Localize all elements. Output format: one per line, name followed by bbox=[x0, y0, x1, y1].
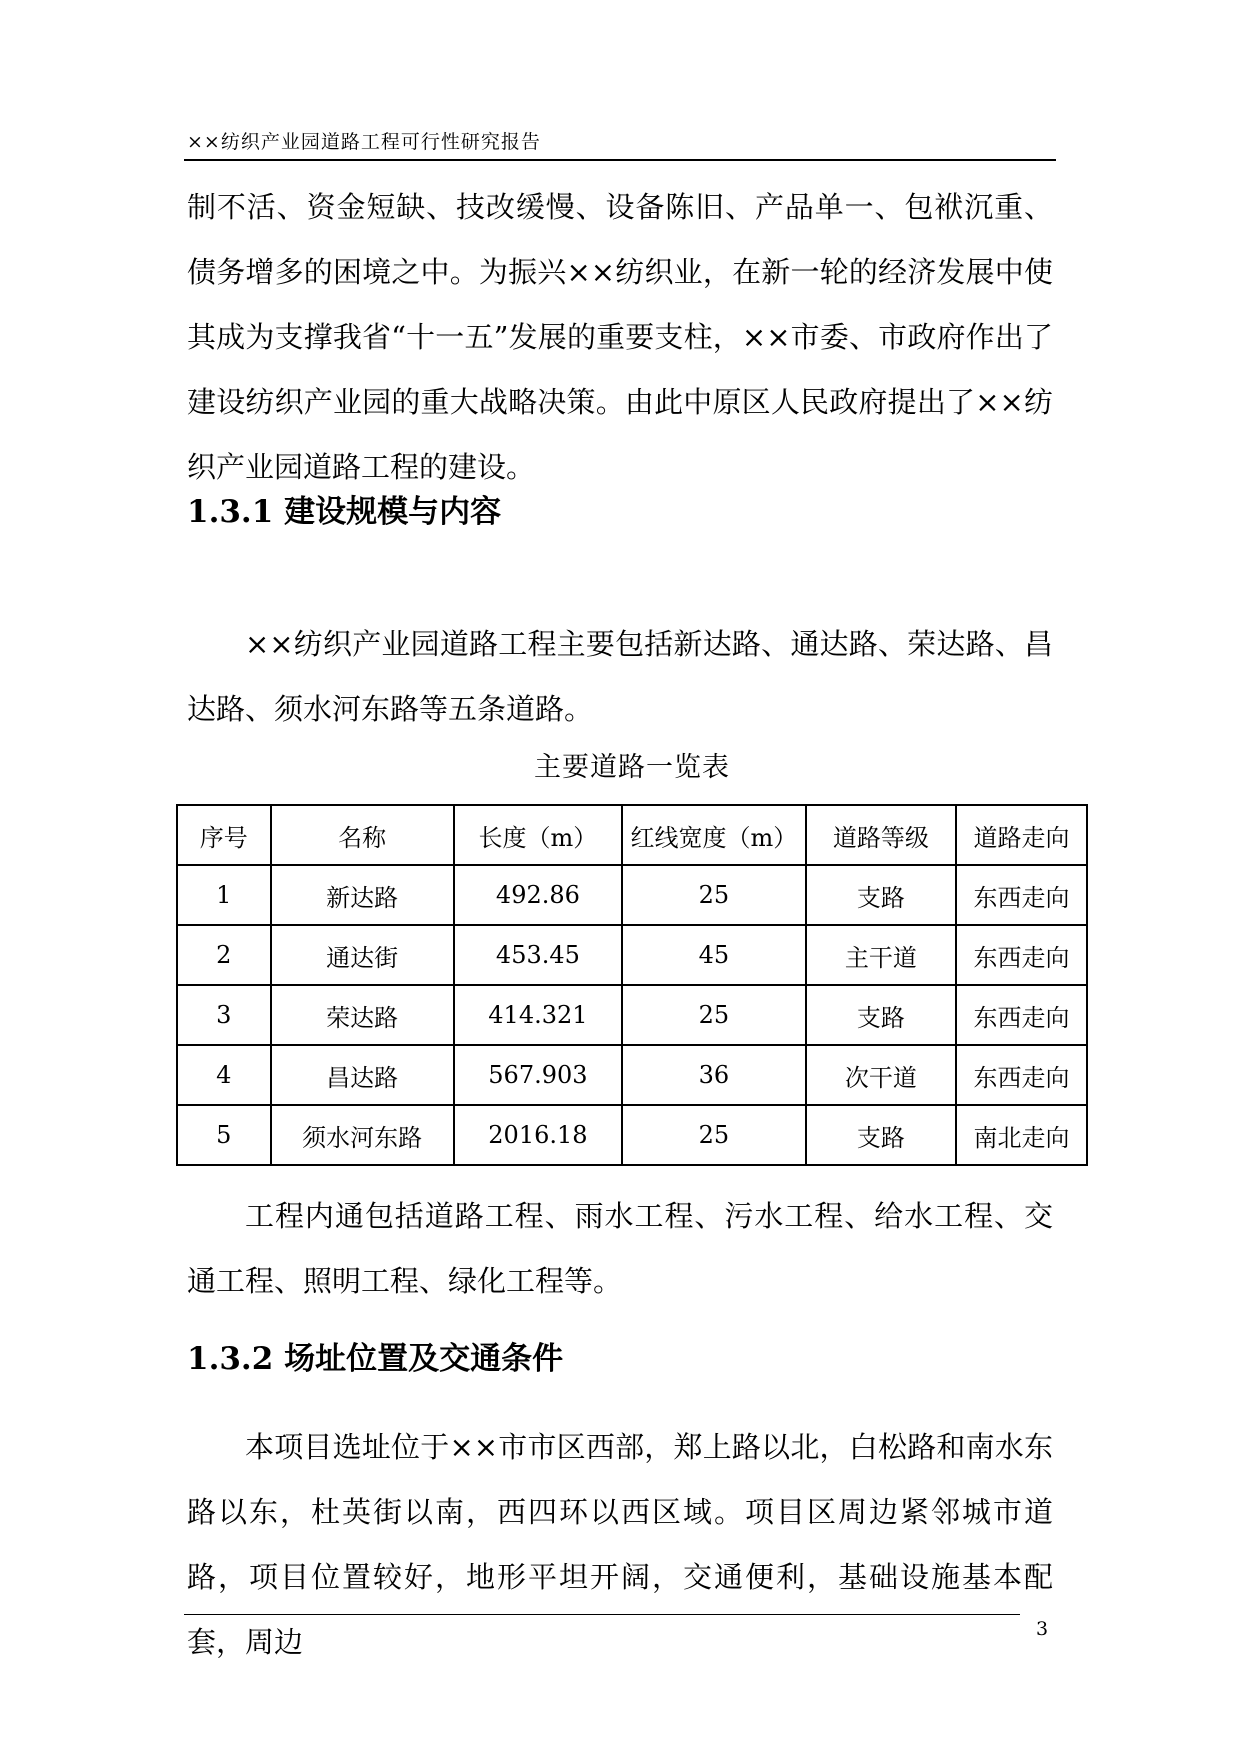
page-number: 3 bbox=[1036, 1618, 1049, 1640]
cell-direction: 东西走向 bbox=[956, 925, 1087, 985]
cell-index: 5 bbox=[177, 1105, 271, 1165]
cell-length: 2016.18 bbox=[454, 1105, 622, 1165]
cell-index: 1 bbox=[177, 865, 271, 925]
footer-rule bbox=[184, 1614, 1020, 1615]
cell-direction: 南北走向 bbox=[956, 1105, 1087, 1165]
road-summary-table bbox=[176, 804, 1088, 1166]
section-heading-site-location: 1.3.2 场址位置及交通条件 bbox=[187, 1341, 564, 1377]
section-heading-scale-content: 1.3.1 建设规模与内容 bbox=[187, 494, 502, 530]
table-caption: 主要道路一览表 bbox=[534, 752, 730, 783]
header-cell-length: 长度（m） bbox=[454, 805, 622, 865]
header-cell-direction: 道路走向 bbox=[956, 805, 1087, 865]
running-header-title: ××纺织产业园道路工程可行性研究报告 bbox=[187, 131, 541, 153]
cell-width: 25 bbox=[622, 1105, 806, 1165]
header-rule bbox=[184, 159, 1056, 161]
cell-grade: 支路 bbox=[806, 985, 956, 1045]
header-cell-width: 红线宽度（m） bbox=[622, 805, 806, 865]
cell-index: 4 bbox=[177, 1045, 271, 1105]
cell-grade: 支路 bbox=[806, 865, 956, 925]
table-row bbox=[177, 1045, 1087, 1105]
cell-name: 新达路 bbox=[271, 865, 454, 925]
cell-width: 25 bbox=[622, 985, 806, 1045]
table-row bbox=[177, 925, 1087, 985]
table-header-row bbox=[177, 805, 1087, 865]
cell-name: 须水河东路 bbox=[271, 1105, 454, 1165]
section-1-paragraph-roads: ××纺织产业园道路工程主要包括新达路、通达路、荣达路、昌达路、须水河东路等五条道路。 bbox=[187, 627, 1053, 726]
cell-length: 567.903 bbox=[454, 1045, 622, 1105]
header-cell-index: 序号 bbox=[177, 805, 271, 865]
cell-direction: 东西走向 bbox=[956, 985, 1087, 1045]
cell-direction: 东西走向 bbox=[956, 865, 1087, 925]
cell-width: 25 bbox=[622, 865, 806, 925]
cell-length: 414.321 bbox=[454, 985, 622, 1045]
cell-name: 荣达路 bbox=[271, 985, 454, 1045]
table-row bbox=[177, 1105, 1087, 1165]
section-2-paragraph-site: 本项目选址位于××市市区西部，郑上路以北，白松路和南水东路以东，杜英街以南，西四环以西区域。项目区周边紧邻城市道路，项目位置较好，地形平坦开阔，交通便利，基础设施基本配套，周边 bbox=[187, 1430, 1053, 1659]
section-1-paragraph-works: 工程内通包括道路工程、雨水工程、污水工程、给水工程、交通工程、照明工程、绿化工程等。 bbox=[187, 1199, 1053, 1298]
header-cell-name: 名称 bbox=[271, 805, 454, 865]
cell-grade: 支路 bbox=[806, 1105, 956, 1165]
table-row bbox=[177, 865, 1087, 925]
cell-direction: 东西走向 bbox=[956, 1045, 1087, 1105]
cell-width: 36 bbox=[622, 1045, 806, 1105]
cell-grade: 主干道 bbox=[806, 925, 956, 985]
table-row bbox=[177, 985, 1087, 1045]
cell-length: 453.45 bbox=[454, 925, 622, 985]
cell-width: 45 bbox=[622, 925, 806, 985]
intro-paragraph: 制不活、资金短缺、技改缓慢、设备陈旧、产品单一、包袱沉重、债务增多的困境之中。为振兴××纺织业，在新一轮的经济发展中使其成为支撑我省“十一五”发展的重要支柱，××市委、市政府作出了建设纺织产业园的重大战略决策。由此中原区人民政府提出了××纺织产业园道路工程的建设。 bbox=[187, 190, 1053, 484]
cell-name: 昌达路 bbox=[271, 1045, 454, 1105]
cell-index: 3 bbox=[177, 985, 271, 1045]
cell-name: 通达街 bbox=[271, 925, 454, 985]
cell-grade: 次干道 bbox=[806, 1045, 956, 1105]
cell-index: 2 bbox=[177, 925, 271, 985]
cell-length: 492.86 bbox=[454, 865, 622, 925]
header-cell-grade: 道路等级 bbox=[806, 805, 956, 865]
